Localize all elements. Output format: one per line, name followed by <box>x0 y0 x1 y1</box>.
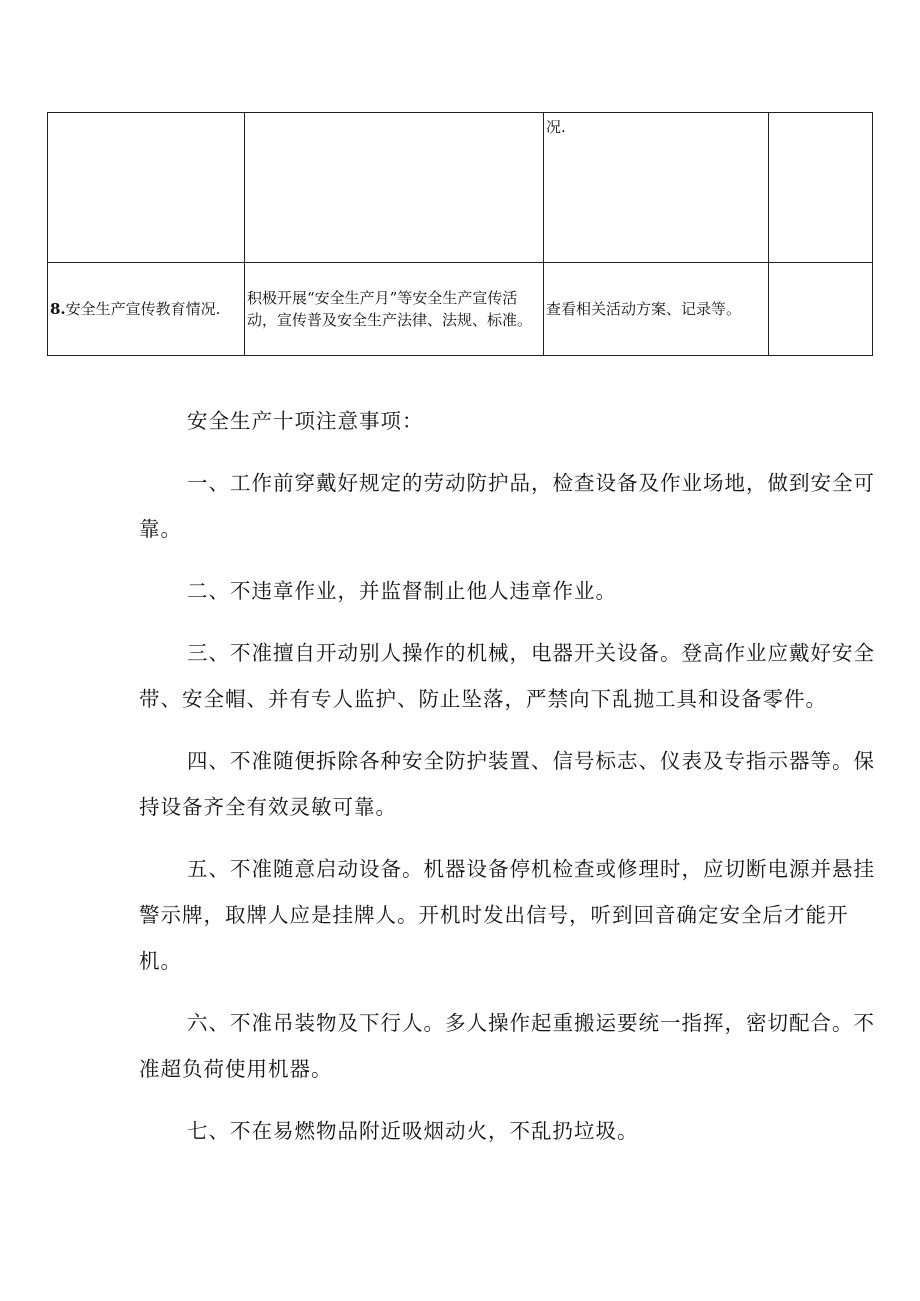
table-cell <box>769 263 873 356</box>
table-cell <box>48 113 245 263</box>
item-number: 8. <box>50 300 66 318</box>
table-row <box>48 113 873 263</box>
note-item: 七、不在易燃物品附近吸烟动火，不乱扔垃圾。 <box>187 1119 639 1143</box>
method-text: 查看相关活动方案、记录等。 <box>546 300 742 318</box>
requirement-text: 积极开展“安全生产月”等安全生产宣传活动，宣传普及安全生产法律、法规、标准。 <box>247 289 533 329</box>
table-row <box>48 263 873 356</box>
table-cell <box>245 113 544 263</box>
cell-text: 况. <box>546 118 566 136</box>
item-title: 安全生产宣传教育情况. <box>65 300 221 318</box>
table-cell <box>769 113 873 263</box>
note-item: 二、不违章作业，并监督制止他人违章作业。 <box>187 579 617 603</box>
safety-notes <box>139 398 875 1154</box>
inspection-table <box>47 112 873 356</box>
table-cell <box>544 113 769 263</box>
note-item: 三、不准擅自开动别人操作的机械，电器开关设备。登高作业应戴好安全带、安全帽、并有专人监护、防止坠落，严禁向下乱抛工具和设备零件。 <box>139 641 875 711</box>
notes-heading: 安全生产十项注意事项： <box>187 409 424 433</box>
note-item: 一、工作前穿戴好规定的劳动防护品，检查设备及作业场地，做到安全可靠。 <box>139 471 875 541</box>
note-item: 五、不准随意启动设备。机器设备停机检查或修理时，应切断电源并悬挂警示牌，取牌人应是挂牌人。开机时发出信号，听到回音确定安全后才能开机。 <box>139 857 875 973</box>
item-title-cell <box>48 263 245 356</box>
note-item: 四、不准随便拆除各种安全防护装置、信号标志、仪表及专指示器等。保持设备齐全有效灵敏可靠。 <box>139 749 875 819</box>
note-item: 六、不准吊装物及下行人。多人操作起重搬运要统一指挥，密切配合。不准超负荷使用机器。 <box>139 1011 875 1081</box>
requirement-cell <box>245 263 544 356</box>
method-cell <box>544 263 769 356</box>
